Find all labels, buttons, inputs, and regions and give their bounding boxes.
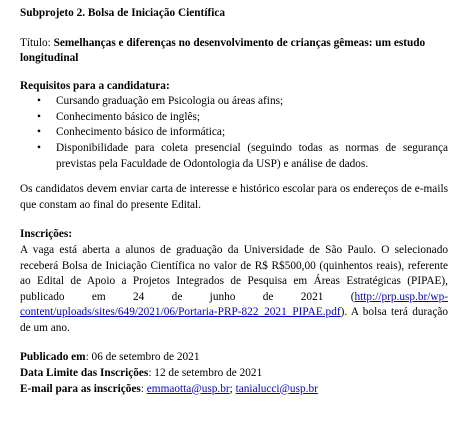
requirement-text: Disponibilidade para coleta presencial (seguindo todas as normas de segurança previstas pela Faculdade de Odontologia da USP) e análise de dados. bbox=[56, 142, 448, 170]
portaria-link[interactable]: http://prp.usp.br/wp-content/uploads/sites/649/2021/06/Portaria-PRP-822_2021_PIPAE.pdf bbox=[20, 290, 448, 319]
inscricoes-paragraph bbox=[20, 243, 448, 336]
published-label: Publicado em bbox=[20, 351, 86, 364]
requirements-heading bbox=[20, 79, 448, 95]
candidates-paragraph: Os candidatos devem enviar carta de interesse e histórico escolar para os endereços de e-mails que constam ao final do presente Edital. bbox=[20, 183, 448, 211]
requirements-heading-text: Requisitos para a candidatura bbox=[20, 79, 166, 92]
published-value: : 06 de setembro de 2021 bbox=[85, 351, 200, 364]
email-between: ; bbox=[229, 382, 236, 395]
inscricoes-text-after: ). A bolsa terá duração de um ano. bbox=[20, 306, 448, 334]
requirement-text: Conhecimento básico de informática; bbox=[56, 126, 226, 139]
email-link-emmaotta[interactable]: emmaotta@usp.br bbox=[146, 382, 230, 395]
deadline-value: : 12 de setembro de 2021 bbox=[148, 366, 263, 379]
list-item bbox=[20, 125, 448, 141]
bullet-icon: • bbox=[37, 110, 41, 123]
project-title bbox=[20, 36, 448, 67]
list-item bbox=[20, 141, 448, 172]
requirements-colon: : bbox=[165, 79, 170, 92]
requirement-text: Cursando graduação em Psicologia ou áreas afins; bbox=[56, 95, 284, 108]
requirements-list bbox=[20, 94, 448, 172]
list-item bbox=[20, 94, 448, 110]
bullet-icon: • bbox=[37, 126, 41, 139]
list-item bbox=[20, 110, 448, 126]
email-link-tanialucci[interactable]: tanialucci@usp.br bbox=[235, 382, 318, 395]
title-label: Título: bbox=[20, 36, 51, 49]
requirement-text: Conhecimento básico de inglês; bbox=[56, 110, 201, 123]
email-line bbox=[20, 382, 448, 398]
email-label: E-mail para as inscrições bbox=[20, 382, 141, 395]
email-separator: : bbox=[140, 382, 147, 395]
bullet-icon: • bbox=[37, 142, 41, 155]
subproject-heading: Subprojeto 2. Bolsa de Iniciação Científica bbox=[20, 7, 226, 19]
inscricoes-heading bbox=[20, 227, 448, 243]
deadline-line bbox=[20, 366, 448, 382]
title-value: Semelhanças e diferenças no desenvolvimento de crianças gêmeas: um estudo longitudinal bbox=[20, 36, 426, 65]
inscricoes-heading-text: Inscrições: bbox=[20, 228, 73, 241]
deadline-label: Data Limite das Inscrições bbox=[20, 366, 149, 379]
bullet-icon: • bbox=[37, 95, 41, 108]
published-line bbox=[20, 350, 448, 366]
inscricoes-text-before: A vaga está aberta a alunos de graduação da Universidade de São Paulo. O selecionado receberá Bolsa de Iniciação Científica no valor de R$ R$500,00 (quinhentos reais), referente ao Edital de Apoio a Projetos Integrados de Pesquisa em Áreas Estratégicas (PIPAE), publicado em 24 de junho de 2021 ( bbox=[20, 243, 448, 303]
